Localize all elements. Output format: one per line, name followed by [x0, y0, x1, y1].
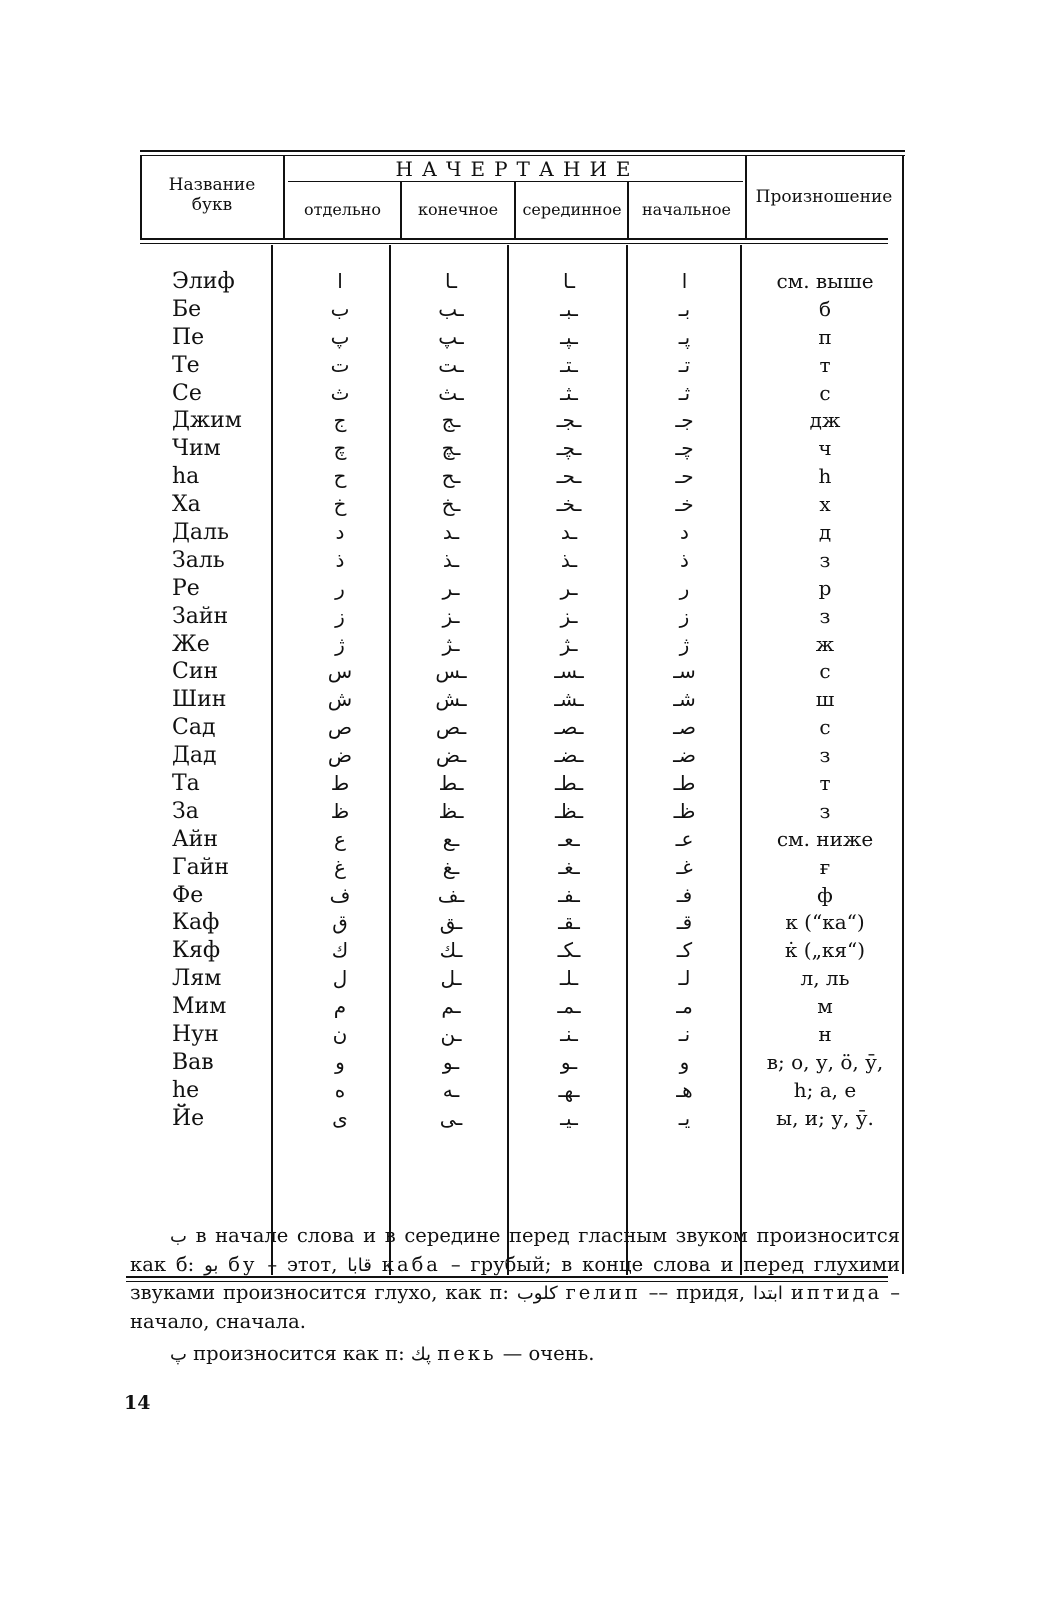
example-arabic: پك — [410, 1344, 432, 1365]
pronunciation-cell: з — [819, 743, 831, 768]
column-letter-names — [168, 268, 273, 1133]
final-form-cell: ـى — [439, 1105, 463, 1130]
letter-name-cell: Сад — [172, 715, 216, 741]
medial-form-cell: ـچـ — [556, 436, 582, 461]
medial-form-cell: ـتـ — [560, 352, 578, 377]
medial-form-cell: ـقـ — [558, 910, 580, 935]
final-form-cell: ـق — [439, 910, 463, 935]
separate-form-cell: ذ — [335, 547, 345, 572]
letter-name-cell: hа — [172, 464, 200, 490]
final-form-cell: ـز — [442, 603, 460, 628]
example-arabic: ابتدا — [753, 1283, 783, 1304]
final-form-cell: ـغ — [442, 854, 460, 879]
separate-form-cell: م — [333, 994, 347, 1019]
table-top-rule — [140, 150, 905, 152]
final-form-cell: ـث — [438, 380, 464, 405]
initial-form-cell: ا — [681, 269, 688, 293]
separate-form-cell: و — [335, 1049, 345, 1074]
medial-form-cell: ـطـ — [554, 771, 584, 796]
header-separate: отдельно — [304, 200, 381, 219]
letter-name-cell: he — [172, 1077, 200, 1103]
medial-form-cell: ـلـ — [559, 966, 579, 991]
separate-form-cell: ق — [332, 910, 348, 935]
medial-form-cell: ـپـ — [560, 324, 578, 349]
initial-form-cell: و — [679, 1049, 690, 1074]
pronunciation-cell: в; о, у, ӧ, ӯ, — [766, 1049, 884, 1074]
header-bottom-rule — [140, 238, 888, 240]
letter-name-cell: Фе — [172, 882, 204, 908]
initial-form-cell: فـ — [676, 882, 693, 907]
medial-form-cell: ـصـ — [554, 715, 584, 740]
separate-form-cell: ع — [334, 826, 346, 851]
medial-form-cell: ـكـ — [557, 938, 581, 963]
separate-form-cell: ن — [332, 1022, 348, 1047]
final-form-cell: ـخ — [441, 492, 461, 517]
letter-name-cell: Те — [172, 352, 200, 378]
example-arabic: كلوب — [516, 1283, 558, 1304]
medial-form-cell: ـمـ — [557, 994, 581, 1019]
initial-form-cell: خـ — [675, 492, 694, 517]
header-medial: серединное — [522, 200, 622, 219]
pronunciation-cell: дж — [809, 408, 841, 433]
initial-form-cell: لـ — [678, 966, 691, 991]
example-transliteration: пекь — [437, 1342, 497, 1365]
medial-form-cell: ـسـ — [554, 659, 584, 684]
pronunciation-cell: к̇ („кя“) — [784, 938, 866, 963]
separate-form-cell: س — [327, 659, 353, 684]
letter-name-cell: Элиф — [172, 269, 235, 294]
pronunciation-cell: х — [819, 492, 831, 517]
initial-form-cell: تـ — [678, 352, 691, 377]
medial-form-cell: ـر — [560, 575, 578, 600]
pronunciation-cell: т — [819, 352, 831, 377]
pronunciation-cell: ғ — [819, 854, 831, 879]
initial-form-cell: د — [680, 520, 689, 545]
final-form-cell: ـف — [437, 882, 465, 907]
header-divider-5 — [745, 156, 747, 238]
pronunciation-cell: ж — [815, 631, 835, 656]
example-translation: — очень. — [502, 1342, 595, 1365]
example-transliteration: иптида — [790, 1281, 883, 1304]
example-translation: – этот, — [267, 1252, 338, 1276]
separate-form-cell: ش — [327, 687, 353, 712]
final-form-cell: ـش — [435, 687, 467, 712]
separate-form-cell: چ — [333, 436, 347, 461]
final-form-cell: ـن — [440, 1022, 462, 1047]
medial-form-cell: ـضـ — [554, 743, 584, 768]
note-text: в начале слова и в середине перед гласным звуком произносится как б: — [130, 1224, 900, 1276]
letter-name-cell: Айн — [172, 826, 218, 852]
separate-form-cell: پ — [330, 324, 350, 349]
letter-name-cell: Мим — [172, 994, 227, 1020]
initial-form-cell: عـ — [675, 826, 694, 851]
example-translation: – начало, сначала. — [130, 1281, 900, 1333]
medial-form-cell: ـنـ — [560, 1022, 578, 1047]
final-form-cell: ـع — [442, 826, 460, 851]
header-initial: начальное — [642, 200, 731, 219]
page-number: 14 — [124, 1392, 151, 1414]
final-form-cell: ـذ — [442, 547, 460, 572]
letter-name-cell: За — [172, 798, 199, 824]
final-form-cell: ـج — [441, 408, 461, 433]
example-arabic: قابا — [347, 1254, 372, 1276]
pronunciation-cell: р — [818, 575, 832, 600]
pronunciation-cell: h — [818, 464, 832, 489]
letter-name-cell: Же — [172, 631, 210, 657]
separate-form-cell: ر — [335, 575, 345, 600]
medial-form-cell: ـبـ — [560, 296, 578, 321]
separate-form-cell: ح — [333, 464, 347, 489]
initial-form-cell: قـ — [676, 910, 693, 935]
final-form-cell: ـپ — [438, 324, 464, 349]
header-divider-1 — [283, 156, 285, 238]
initial-form-cell: يـ — [678, 1105, 691, 1130]
medial-form-cell: ـظـ — [554, 798, 584, 823]
initial-form-cell: هـ — [676, 1077, 693, 1102]
letter-name-cell: Пе — [172, 324, 205, 350]
pronunciation-cell: с — [819, 715, 831, 740]
pronunciation-cell: h; а, е — [793, 1077, 857, 1102]
final-form-cell: ـب — [438, 296, 464, 321]
letter-name-cell: Йе — [172, 1105, 205, 1131]
letter-name-cell: Даль — [172, 520, 229, 546]
final-form-cell: ـس — [435, 659, 467, 684]
header-final: конечное — [417, 200, 499, 219]
pronunciation-cell: ч — [818, 436, 832, 461]
initial-form-cell: جـ — [675, 408, 694, 433]
separate-form-cell: ف — [329, 882, 351, 907]
medial-form-cell: ـجـ — [556, 408, 582, 433]
pronunciation-cell: з — [819, 603, 831, 628]
separate-form-cell: ت — [330, 352, 350, 377]
header-bottom-rule-inner — [140, 243, 888, 244]
letter-name-cell: Вав — [172, 1049, 214, 1075]
pronunciation-cell: ш — [815, 687, 835, 712]
medial-form-cell: ـد — [560, 520, 578, 545]
separate-form-cell: ص — [327, 715, 353, 740]
initial-form-cell: شـ — [673, 687, 696, 712]
letter-name-cell: Син — [172, 659, 219, 685]
note-paragraph-be — [130, 1222, 900, 1335]
initial-form-cell: ضـ — [673, 743, 696, 768]
final-form-cell: ـح — [441, 464, 461, 489]
final-form-cell: ـژ — [442, 631, 460, 656]
pronunciation-cell: з — [819, 547, 831, 572]
medial-form-cell: ـژ — [560, 631, 578, 656]
separate-form-cell: ى — [332, 1105, 348, 1130]
final-form-cell: ـض — [435, 743, 467, 768]
note-letter-pe: پ — [170, 1344, 187, 1365]
initial-form-cell: ز — [679, 603, 690, 628]
initial-form-cell: بـ — [678, 296, 691, 321]
note-paragraph-pe — [130, 1340, 900, 1369]
pronunciation-cell: л, ль — [800, 966, 850, 991]
pronunciation-cell: см. ниже — [776, 826, 874, 851]
letter-name-cell: Чим — [172, 436, 221, 462]
initial-form-cell: ظـ — [673, 798, 696, 823]
letter-name-cell: Нун — [172, 1022, 219, 1048]
letter-name-cell: Бе — [172, 296, 202, 322]
separate-form-cell: ك — [331, 938, 349, 963]
letter-name-cell: Каф — [172, 910, 220, 936]
pronunciation-cell: б — [818, 296, 832, 321]
separate-form-cell: ج — [333, 408, 347, 433]
final-form-cell: ـل — [440, 966, 462, 991]
initial-form-cell: طـ — [673, 771, 696, 796]
final-form-cell: ـر — [442, 575, 460, 600]
separate-form-cell: خ — [333, 492, 347, 517]
letter-name-cell: Се — [172, 380, 202, 406]
final-form-cell: ـو — [442, 1049, 460, 1074]
example-transliteration: бу — [228, 1252, 258, 1276]
letter-name-cell: Кяф — [172, 938, 221, 964]
header-letter-name: Название букв — [168, 175, 256, 215]
initial-form-cell: صـ — [673, 715, 696, 740]
pronunciation-cell: ы, и; у, ӯ. — [776, 1105, 874, 1130]
separate-form-cell: د — [335, 520, 345, 545]
column-initial — [628, 268, 741, 1133]
letter-name-cell: Лям — [172, 966, 222, 992]
medial-form-cell: ـو — [560, 1049, 578, 1074]
note-letter-be: ب — [170, 1226, 187, 1247]
letter-name-cell: Заль — [172, 547, 225, 573]
separate-form-cell: ه — [334, 1077, 346, 1102]
header-writing-group: НАЧЕРТАНИЕ — [395, 157, 640, 181]
medial-form-cell: ـهـ — [558, 1077, 580, 1102]
pronunciation-cell: п — [818, 324, 832, 349]
pronunciation-cell: с — [819, 380, 831, 405]
medial-form-cell: ـذ — [560, 547, 578, 572]
separate-form-cell: ا — [337, 269, 343, 293]
initial-form-cell: چـ — [675, 436, 694, 461]
example-arabic: بو — [204, 1254, 219, 1276]
initial-form-cell: حـ — [675, 464, 694, 489]
pronunciation-cell: н — [818, 1022, 832, 1047]
medial-form-cell: ـحـ — [556, 464, 582, 489]
final-form-cell: ـك — [439, 938, 463, 963]
initial-form-cell: سـ — [673, 659, 696, 684]
medial-form-cell: ـفـ — [558, 882, 580, 907]
initial-form-cell: ثـ — [678, 380, 691, 405]
letter-name-cell: Ха — [172, 492, 201, 518]
letter-name-cell: Ре — [172, 575, 200, 601]
medial-form-cell: ـا — [563, 269, 575, 293]
example-translation: – грубый; в конце слова и перед глухими звуками произносится глухо, как п: — [130, 1252, 901, 1304]
pronunciation-cell: с — [819, 659, 831, 684]
medial-form-cell: ـثـ — [560, 380, 578, 405]
column-separate — [280, 268, 400, 1133]
column-medial — [510, 268, 628, 1133]
separate-form-cell: ث — [330, 380, 350, 405]
initial-form-cell: نـ — [678, 1022, 691, 1047]
separate-form-cell: ب — [330, 296, 350, 321]
letter-name-cell: Джим — [172, 408, 242, 434]
letter-name-cell: Зайн — [172, 603, 229, 629]
letter-name-cell: Шин — [172, 687, 227, 713]
separate-form-cell: ژ — [335, 631, 345, 656]
separate-form-cell: ض — [327, 743, 353, 768]
column-final — [392, 268, 510, 1133]
example-translation: –– придя, — [648, 1281, 746, 1304]
example-transliteration: гелип — [565, 1281, 641, 1304]
separate-form-cell: ط — [330, 771, 350, 796]
header-pronunciation: Произношение — [755, 187, 893, 207]
pronunciation-cell: см. выше — [776, 269, 874, 293]
initial-form-cell: پـ — [678, 324, 691, 349]
initial-form-cell: غـ — [676, 854, 693, 879]
medial-form-cell: ـز — [560, 603, 578, 628]
final-form-cell: ـم — [441, 994, 461, 1019]
initial-form-cell: كـ — [676, 938, 693, 963]
pronunciation-cell: з — [819, 798, 831, 823]
final-form-cell: ـت — [438, 352, 464, 377]
medial-form-cell: ـيـ — [560, 1105, 578, 1130]
initial-form-cell: مـ — [676, 994, 693, 1019]
note-text: произносится как п: — [193, 1342, 405, 1365]
medial-form-cell: ـغـ — [558, 854, 580, 879]
final-form-cell: ـط — [438, 771, 464, 796]
medial-form-cell: ـشـ — [554, 687, 584, 712]
letter-name-cell: Та — [172, 771, 200, 797]
letter-name-cell: Дад — [172, 743, 217, 769]
initial-form-cell: ژ — [679, 631, 690, 656]
final-form-cell: ـچ — [441, 436, 461, 461]
column-pronunciation — [744, 268, 906, 1133]
medial-form-cell: ـخـ — [556, 492, 582, 517]
separate-form-cell: ل — [332, 966, 348, 991]
initial-form-cell: ذ — [680, 547, 689, 572]
final-form-cell: ـا — [445, 269, 457, 293]
pronunciation-cell: т — [819, 771, 831, 796]
separate-form-cell: ظ — [330, 798, 350, 823]
pronunciation-cell: м — [817, 994, 833, 1019]
initial-form-cell: ر — [679, 575, 690, 600]
table-top-rule-inner — [140, 155, 905, 156]
final-form-cell: ـه — [442, 1077, 460, 1102]
medial-form-cell: ـعـ — [558, 826, 580, 851]
final-form-cell: ـص — [435, 715, 467, 740]
example-transliteration: каба — [381, 1252, 441, 1276]
final-form-cell: ـظ — [438, 798, 464, 823]
left-border — [140, 156, 142, 238]
pronunciation-cell: д — [818, 520, 832, 545]
letter-name-cell: Гайн — [172, 854, 230, 880]
pronunciation-cell: к (“ка“) — [785, 910, 865, 935]
pronunciation-cell: ф — [817, 882, 833, 907]
final-form-cell: ـد — [442, 520, 460, 545]
separate-form-cell: ز — [335, 603, 345, 628]
separate-form-cell: غ — [334, 854, 346, 879]
